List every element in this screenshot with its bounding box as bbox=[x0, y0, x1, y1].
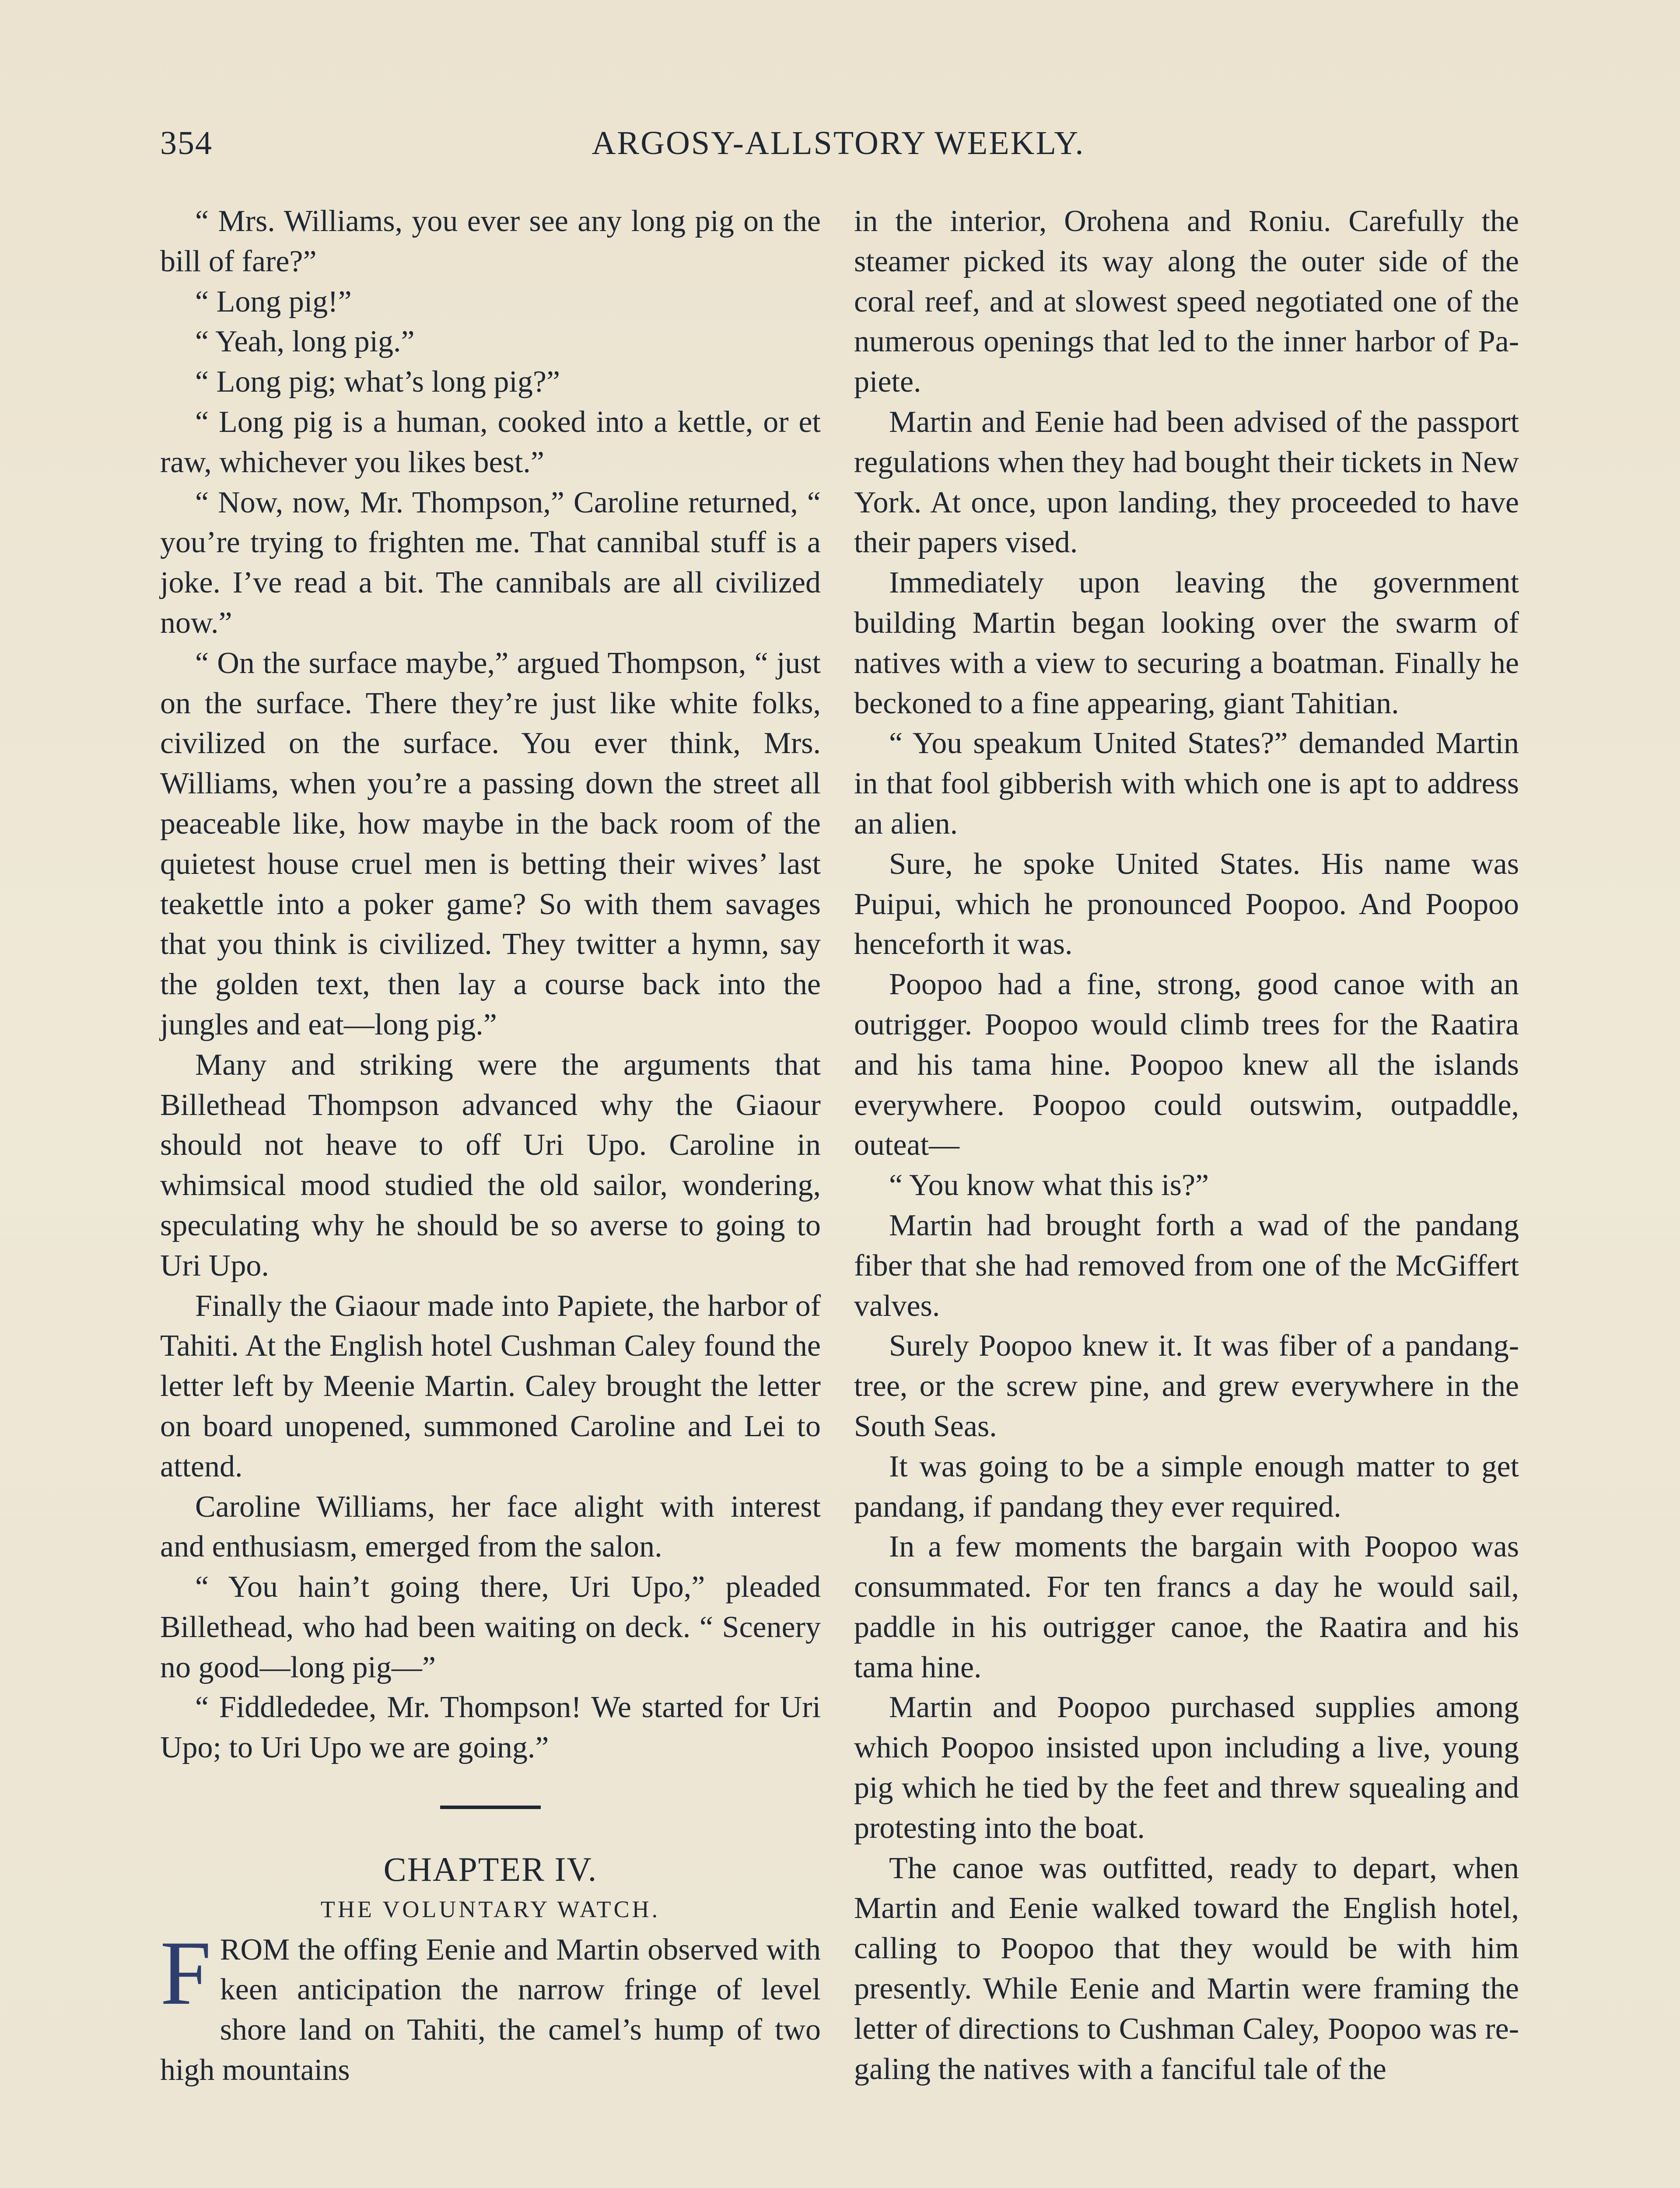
paragraph: Many and striking were the arguments that Billethead Thompson advanced why the Giaour should not heave to off Uri Upo. Caroline in whimsical mood studied the old sailor, wondering, speculating why he should be so averse to going to Uri Upo. bbox=[160, 1048, 821, 1283]
paragraph: “ Long pig!” bbox=[195, 284, 352, 319]
paragraph: “ Now, now, Mr. Thompson,” Caroline returned, “ you’re trying to frighten me. That cannibal stuff is a joke. I’ve read a bit. The cannibals are all civilized now.” bbox=[160, 485, 821, 640]
page-number: 354 bbox=[160, 125, 213, 161]
drop-cap-letter: F bbox=[160, 1922, 211, 2024]
paragraph: Poopoo had a fine, strong, good canoe with an outrigger. Poopoo would climb trees for the Raatira and his tama hine. Poopoo knew all the islands everywhere. Poopoo could outswim, outpaddle, outeat— bbox=[854, 968, 1519, 1162]
right-column bbox=[854, 201, 1519, 2089]
paragraph: “ Fiddlededee, Mr. Thompson! We started for Uri Upo; to Uri Upo we are going.” bbox=[160, 1690, 821, 1765]
paragraph: “ Long pig; what’s long pig?” bbox=[195, 365, 560, 399]
paragraph: Martin and Eenie had been advised of the passport regulations when they had bought their tickets in New York. At once, upon landing, they proceeded to have their papers vised. bbox=[854, 405, 1519, 560]
paragraph: Caroline Williams, her face alight with interest and enthusiasm, emerged from the salon. bbox=[160, 1490, 821, 1564]
paragraph: Immediately upon leaving the government building Martin began looking over the swarm of natives with a view to securing a boatman. Finally he beckoned to a fine appearing, giant Tahitian. bbox=[854, 566, 1519, 720]
paragraph: The canoe was outfitted, ready to depart, when Martin and Eenie walked toward the English hotel, calling to Poopoo that they would be with him presently. While Eenie and Martin were framing the letter of directions to Cushman Caley, Poopoo was regaling the natives with a fanciful tale of the bbox=[854, 1851, 1519, 2086]
paragraph: Sure, he spoke United States. His name was Puipui, which he pronounced Poopoo. And Poopoo henceforth it was. bbox=[854, 847, 1519, 961]
paragraph: It was going to be a simple enough matter to get pandang, if pandang they ever required. bbox=[854, 1449, 1519, 1524]
opening-paragraph bbox=[160, 1922, 821, 2090]
paragraph: Martin and Poopoo purchased supplies among which Poopoo insisted upon including a live, young pig which he tied by the feet and threw squealing and protesting into the boat. bbox=[854, 1690, 1519, 1845]
chapter-subtitle: THE VOLUNTARY WATCH. bbox=[320, 1896, 661, 1922]
paragraph: “ You know what this is?” bbox=[889, 1168, 1209, 1203]
paragraph: “ You hain’t going there, Uri Upo,” pleaded Billethead, who had been waiting on deck. “ Scenery no good—long pig—” bbox=[160, 1570, 821, 1684]
paragraph-continued: in the interior, Orohena and Roniu. Carefully the steamer picked its way along the outer side of the coral reef, and at slowest speed negotiated one of the numerous openings that led to the inner harbor of Papiete. bbox=[854, 204, 1519, 399]
left-column bbox=[160, 201, 821, 2090]
chapter-title: CHAPTER IV. bbox=[383, 1850, 598, 1889]
paragraph: Surely Poopoo knew it. It was fiber of a pandang-tree, or the screw pine, and grew everywhere in the South Seas. bbox=[854, 1329, 1519, 1443]
section-divider-rule bbox=[440, 1806, 541, 1809]
paragraph: “ Yeah, long pig.” bbox=[195, 325, 415, 359]
opening-paragraph-text: ROM the offing Eenie and Martin observed with keen anticipation the narrow fringe of level shore land on Tahiti, the camel’s hump of two high mountains bbox=[160, 1932, 821, 2087]
paragraph: Martin had brought forth a wad of the pandang fiber that she had removed from one of the McGiffert valves. bbox=[854, 1208, 1519, 1323]
paragraph: “ On the surface maybe,” argued Thompson, “ just on the surface. There they’re just like white folks, civilized on the surface. You ever think, Mrs. Williams, when you’re a passing down the street all peaceable like, how maybe in the back room of the quietest house cruel men is betting their wives’ last teakettle into a poker game? So with them savages that you think is civilized. They twitter a hymn, say the golden text, then lay a course back into the jungles and eat—long pig.” bbox=[160, 646, 821, 1041]
paragraph: “ Long pig is a human, cooked into a kettle, or et raw, whichever you likes best.” bbox=[160, 405, 821, 479]
paragraph: Finally the Giaour made into Papiete, the harbor of Tahiti. At the English hotel Cushman Caley found the letter left by Meenie Martin. Caley brought the letter on board unopened, summoned Caroline and Lei to attend. bbox=[160, 1289, 821, 1483]
paragraph: In a few moments the bargain with Poopoo was consummated. For ten francs a day he would sail, paddle in his outrigger canoe, the Raatira and his tama hine. bbox=[854, 1530, 1519, 1684]
paragraph: “ You speakum United States?” demanded Martin in that fool gibberish with which one is apt to address an alien. bbox=[854, 726, 1519, 841]
page-header bbox=[160, 124, 1516, 172]
paragraph: “ Mrs. Williams, you ever see any long pig on the bill of fare?” bbox=[160, 204, 821, 278]
running-head: ARGOSY-ALLSTORY WEEKLY. bbox=[592, 125, 1085, 161]
